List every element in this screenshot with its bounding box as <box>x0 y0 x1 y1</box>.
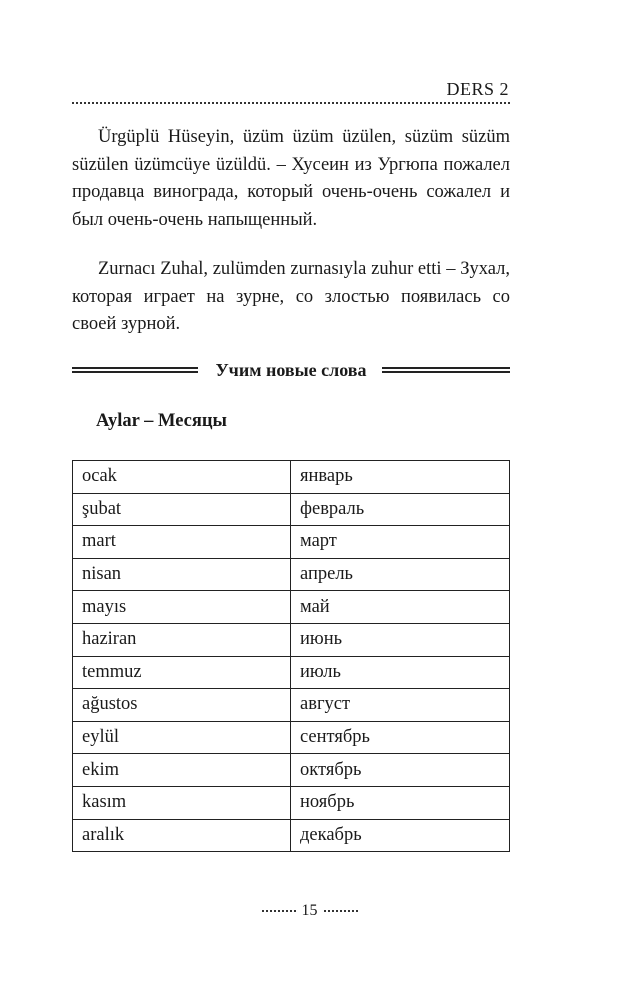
turkish-word-cell: temmuz <box>73 656 291 689</box>
page-number: 15 <box>301 902 318 919</box>
turkish-word-cell: ekim <box>73 754 291 787</box>
section-title: Учим новые слова <box>215 360 367 380</box>
russian-translation-cell: ноябрь <box>291 786 510 819</box>
table-row <box>73 656 510 689</box>
turkish-word-cell: ağustos <box>73 689 291 722</box>
table-row <box>73 493 510 526</box>
footer-dots-right <box>324 910 358 912</box>
footer-dots-left <box>262 910 296 912</box>
table-row <box>73 786 510 819</box>
russian-translation-cell: январь <box>291 461 510 494</box>
page-footer <box>0 902 619 920</box>
table-row <box>73 461 510 494</box>
table-row <box>73 558 510 591</box>
table-row <box>73 721 510 754</box>
russian-translation-cell: февраль <box>291 493 510 526</box>
turkish-word-cell: mayıs <box>73 591 291 624</box>
russian-translation-cell: март <box>291 526 510 559</box>
russian-translation-cell: август <box>291 689 510 722</box>
section-banner <box>72 360 510 384</box>
turkish-word-cell: eylül <box>73 721 291 754</box>
russian-translation-cell: апрель <box>291 558 510 591</box>
turkish-word-cell: mart <box>73 526 291 559</box>
table-row <box>73 623 510 656</box>
table-row <box>73 591 510 624</box>
russian-translation-cell: июль <box>291 656 510 689</box>
turkish-word-cell: kasım <box>73 786 291 819</box>
table-row <box>73 689 510 722</box>
turkish-word-cell: haziran <box>73 623 291 656</box>
russian-translation-cell: июнь <box>291 623 510 656</box>
table-row <box>73 754 510 787</box>
turkish-word-cell: ocak <box>73 461 291 494</box>
header-dotted-rule <box>72 102 510 104</box>
running-header: DERS 2 <box>446 79 509 99</box>
russian-translation-cell: май <box>291 591 510 624</box>
paragraph-2-text: Zurnacı Zuhal, zulümden zurnasıyla zuhur etti – Зухал, которая играет на зурне, со злостью появилась со своей зурной. <box>72 259 510 334</box>
turkish-word-cell: şubat <box>73 493 291 526</box>
table-row <box>73 819 510 852</box>
paragraph-2 <box>72 256 510 339</box>
table-row <box>73 526 510 559</box>
months-table <box>72 460 510 852</box>
russian-translation-cell: октябрь <box>291 754 510 787</box>
turkish-word-cell: aralık <box>73 819 291 852</box>
russian-translation-cell: сентябрь <box>291 721 510 754</box>
russian-translation-cell: декабрь <box>291 819 510 852</box>
banner-double-rule-right <box>382 367 510 373</box>
turkish-word-cell: nisan <box>73 558 291 591</box>
vocab-heading: Aylar – Месяцы <box>96 411 227 431</box>
paragraph-1 <box>72 124 510 234</box>
paragraph-1-text: Ürgüplü Hüseyin, üzüm üzüm üzülen, süzüm süzüm süzülen üzümcüye üzüldü. – Хусеин из Ургюпа пожалел продавца винограда, который очень-очень сожалел и был очень-очень напыщенный. <box>72 127 510 230</box>
